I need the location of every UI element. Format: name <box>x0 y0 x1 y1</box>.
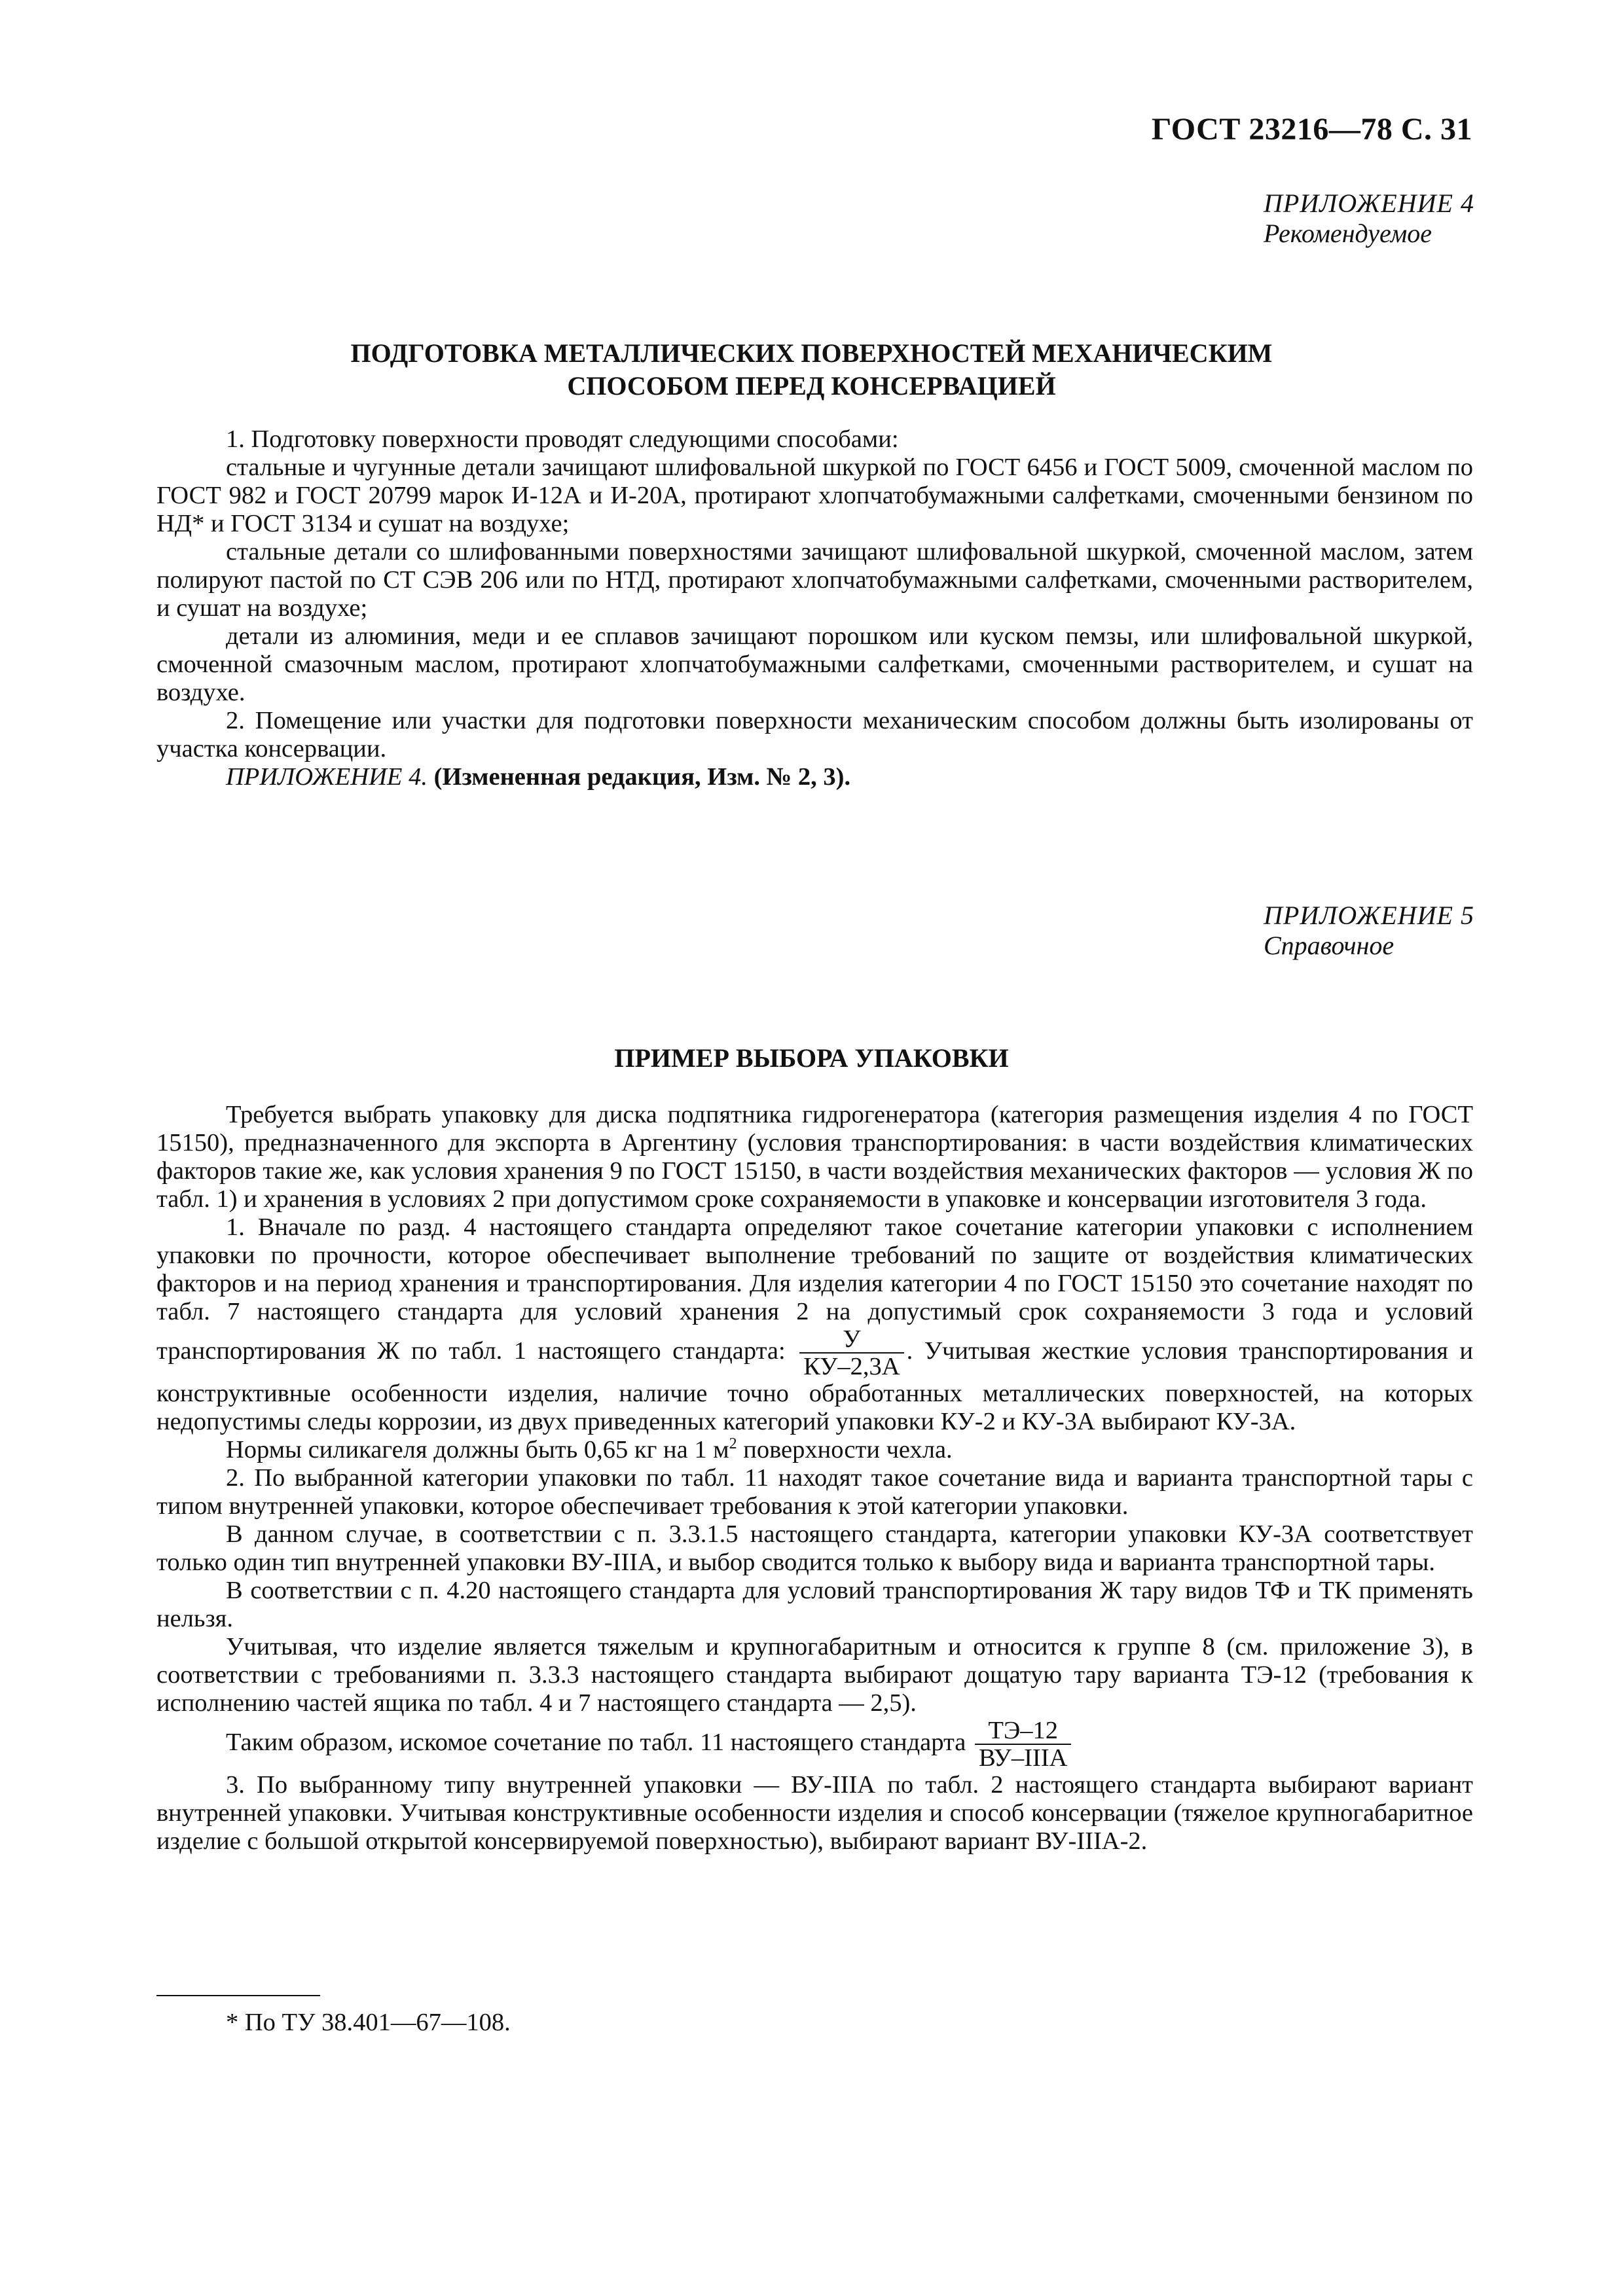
norms-after: поверхности чехла. <box>737 1436 953 1463</box>
page-header: ГОСТ 23216—78 С. 31 <box>1151 112 1472 147</box>
fraction-denominator: ВУ–IIIА <box>979 1744 1068 1772</box>
appendix-5-status: Справочное <box>1264 931 1395 960</box>
paragraph: 3. По выбранному типу внутренней упаковки — ВУ-IIIА по табл. 2 настоящего стандарта выбирают вариант внутренней упаковки. Учитывая конструктивные особенности изделия и способ консервации (тяжелое крупногабаритное изделие с большой открытой консервируемой поверхностью), выбирают вариант ВУ-IIIА-2. <box>156 1771 1473 1855</box>
appendix-4-body <box>156 425 1473 791</box>
appendix-5-title: ПРИМЕР ВЫБОРА УПАКОВКИ <box>614 1043 1009 1073</box>
paragraph: Учитывая, что изделие является тяжелым и крупногабаритным и относится к группе 8 (см. приложение 3), в соответствии с требованиями п. 3.3.3 настоящего стандарта выбирают дощатую тару варианта ТЭ-12 (требования к исполнению частей ящика по табл. 4 и 7 настоящего стандарта — 2,5). <box>156 1633 1473 1717</box>
norms-before: Нормы силикагеля должны быть 0,65 кг на 1 м <box>226 1436 729 1463</box>
fraction-numerator: ТЭ–12 <box>975 1717 1071 1745</box>
appendix-4-title-line1: ПОДГОТОВКА МЕТАЛЛИЧЕСКИХ ПОВЕРХНОСТЕЙ МЕХАНИЧЕСКИМ <box>350 338 1273 368</box>
paragraph: Требуется выбрать упаковку для диска подпятника гидрогенератора (категория размещения изделия 4 по ГОСТ 15150), предназначенного для экспорта в Аргентину (условия транспортирования: в части воздействия климатических факторов такие же, как условия хранения 9 по ГОСТ 15150, в части воздействия механических факторов — условия Ж по табл. 1) и хранения в условиях 2 при допустимом сроке сохраняемости в упаковке и консервации изготовителя 3 года. <box>156 1101 1473 1213</box>
paragraph: В соответствии с п. 4.20 настоящего стандарта для условий транспортирования Ж тару видов ТФ и ТК применять нельзя. <box>156 1577 1473 1632</box>
footnote: * По ТУ 38.401—67—108. <box>226 2009 511 2036</box>
revision-label: ПРИЛОЖЕНИЕ 4. <box>226 763 428 791</box>
fraction-numerator: У <box>799 1326 903 1354</box>
revision-text: (Измененная редакция, Изм. № 2, 3). <box>433 763 851 791</box>
appendix-4-title <box>151 337 1472 403</box>
appendix-4-number: ПРИЛОЖЕНИЕ 4 <box>1264 188 1474 218</box>
paragraph: 2. По выбранной категории упаковки по табл. 11 находят такое сочетание вида и варианта транспортной тары с типом внутренней упаковки, которое обеспечивает требования к этой категории упаковки. <box>156 1464 1473 1520</box>
paragraph: В данном случае, в соответствии с п. 3.3.1.5 настоящего стандарта, категории упаковки КУ-3А соответствует только один тип внутренней упаковки ВУ-IIIА, и выбор сводится только к выбору вида и варианта транспортной тары. <box>156 1520 1473 1576</box>
paragraph <box>156 1436 1473 1464</box>
p1-after: . Учитывая жесткие условия транспортирования и конструктивные особенности изделия, наличие точно обработанных металлических поверхностей, на которых недопустимы следы коррозии, из двух приведенных категорий упаковки КУ-2 и КУ-3А выбирают КУ-3А. <box>156 1336 1473 1435</box>
appendix-4-label <box>1264 188 1474 249</box>
paragraph <box>156 1717 1473 1771</box>
revision-note <box>156 763 1473 791</box>
fraction-u-ku <box>799 1326 903 1380</box>
p1-before: 1. Вначале по разд. 4 настоящего стандарта определяют такое сочетание категории упаковки с исполнением упаковки по прочности, которое обеспечивает выполнение требований по защите от воздействия климатических факторов и на период хранения и транспортирования. Для изделия категории 4 по ГОСТ 15150 это сочетание находят по табл. 7 настоящего стандарта для условий хранения 2 на допустимый срок сохраняемости 3 года и условий транспортирования Ж по табл. 1 настоящего стандарта: <box>156 1213 1473 1365</box>
appendix-5-number: ПРИЛОЖЕНИЕ 5 <box>1264 901 1474 930</box>
fraction-te-vu <box>975 1717 1071 1771</box>
paragraph: стальные и чугунные детали зачищают шлифовальной шкуркой по ГОСТ 6456 и ГОСТ 5009, смоченной маслом по ГОСТ 982 и ГОСТ 20799 марок И-12А и И-20А, протирают хлопчатобумажными салфетками, смоченными бензином по НД* и ГОСТ 3134 и сушат на воздухе; <box>156 454 1473 537</box>
paragraph: стальные детали со шлифованными поверхностями зачищают шлифовальной шкуркой, смоченной маслом, затем полируют пастой по СТ СЭВ 206 или по НТД, протирают хлопчатобумажными салфетками, смоченными растворителем, и сушат на воздухе; <box>156 538 1473 622</box>
paragraph: 1. Подготовку поверхности проводят следующими способами: <box>226 425 899 453</box>
paragraph <box>156 1213 1473 1436</box>
paragraph: детали из алюминия, меди и ее сплавов зачищают порошком или куском пемзы, или шлифовальной шкуркой, смоченной смазочным маслом, протирают хлопчатобумажными салфетками, смоченными растворителем, и сушат на воздухе. <box>156 622 1473 706</box>
fraction-denominator: КУ–2,3А <box>803 1353 900 1380</box>
appendix-5-label <box>1264 901 1474 961</box>
p6-before: Таким образом, искомое сочетание по табл. 11 настоящего стандарта <box>226 1728 966 1756</box>
appendix-4-title-line2: СПОСОБОМ ПЕРЕД КОНСЕРВАЦИЕЙ <box>567 371 1056 401</box>
paragraph: 2. Помещение или участки для подготовки поверхности механическим способом должны быть изолированы от участка консервации. <box>156 707 1473 762</box>
norms-sup: 2 <box>729 1435 737 1453</box>
appendix-4-status: Рекомендуемое <box>1264 219 1432 248</box>
footnote-divider <box>156 1995 320 1996</box>
appendix-5-body <box>156 1101 1473 1856</box>
